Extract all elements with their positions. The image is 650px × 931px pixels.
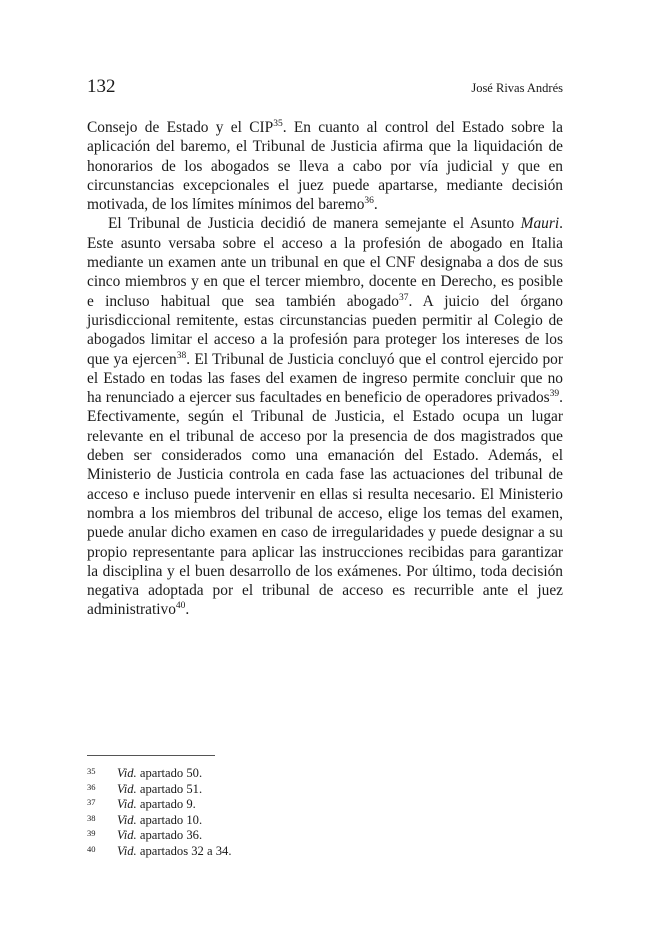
text-span: . A juicio del órgano jurisdiccional remitente, estas circunstancias pueden permitir al Colegio de abogados limitar el acceso a la profesión para proteger los intereses de los que ya ejercen: [87, 292, 563, 368]
footnote-ref-37[interactable]: 37: [398, 292, 409, 303]
footnote-body: apartados 32 a 34.: [136, 843, 232, 858]
footnote: [87, 844, 231, 860]
footnote-text: [117, 828, 202, 844]
footnote-body: apartado 36.: [136, 828, 203, 842]
text-span: . Este asunto versaba sobre el acceso a la profesión de abogado en Italia mediante un examen ante un tribunal en que el CNF designaba a dos de sus cinco miembros y en que el tercer miembro, docente en Derecho, es posible e incluso habitual que sea también abogado: [87, 215, 563, 310]
footnote-number: 39: [87, 828, 96, 838]
text-span: .: [185, 601, 190, 619]
paragraph-1: [87, 118, 563, 214]
footnote-ref-38[interactable]: 38: [176, 350, 187, 361]
footnote-vid: Vid.: [117, 766, 137, 780]
footnote-number: 40: [87, 843, 96, 854]
footnote-text: [117, 797, 196, 813]
footnote-number: 35: [87, 766, 96, 776]
text-span: El Tribunal de Justicia decidió de manera semejante el Asunto: [108, 215, 521, 233]
footnote-vid: Vid.: [117, 781, 137, 796]
text-span: . Efectivamente, según el Tribunal de Justicia, el Estado ocupa un lugar relevante en el tribunal de acceso por la presencia de dos magistrados que deben ser considerados como una emanación del Estado. Además, el Ministerio de Justicia controla en cada fase las actuaciones del tribunal de acceso e incluso puede intervenir en ellas si resulta necesario. El Ministerio nombra a los miembros del tribunal de acceso, elige los temas del examen, puede anular dicho examen en caso de irregularidades y puede designar a su propio representante para aplicar las instrucciones recibidas para garantizar la disciplina y el buen desarrollo de los exámenes. Por último, toda decisión negativa adoptada por el tribunal de acceso es recurrible ante el juez administrativo: [87, 389, 563, 619]
text-span: . El Tribunal de Justicia concluyó que el control ejercido por el Estado en todas las fases del examen de ingreso permite concluir que no ha renunciado a ejercer sus facultades en beneficio de operadores privados: [87, 350, 563, 407]
footnote-divider: [87, 755, 215, 756]
footnote-text: [117, 766, 202, 782]
running-head-author: José Rivas Andrés: [471, 81, 563, 95]
footnote-number: 37: [87, 797, 96, 807]
footnote-text: [117, 813, 202, 829]
footnote-text: [117, 782, 202, 798]
body-text: [87, 118, 563, 620]
page-header: [87, 76, 563, 102]
paragraph-2: [87, 214, 563, 619]
footnote-vid: Vid.: [117, 797, 137, 811]
footnote-ref-39[interactable]: 39: [549, 389, 560, 400]
footnote-body: apartado 9.: [136, 797, 196, 811]
page-number: 132: [87, 76, 116, 97]
footnote-ref-36[interactable]: 36: [364, 196, 374, 207]
footnote-body: apartado 51.: [136, 781, 203, 796]
footnote-vid: Vid.: [117, 828, 137, 842]
text-span: . En cuanto al control del Estado sobre la aplicación del baremo, el Tribunal de Justicia afirma que la liquidación de honorarios de los abogados se lleva a cabo por vía judicial y que en circunstancias excepcionales el juez puede apartarse, mediante decisión motivada, de los límites mínimos del baremo: [87, 119, 563, 214]
text-span: .: [373, 196, 378, 214]
footnote-vid: Vid.: [117, 812, 137, 827]
footnote-number: 36: [87, 781, 96, 792]
text-span: Consejo de Estado y el CIP: [87, 119, 274, 136]
case-name: Mauri: [520, 215, 560, 233]
footnote-number: 38: [87, 812, 96, 823]
footnote-body: apartado 10.: [136, 812, 203, 827]
footnote-ref-35[interactable]: 35: [273, 119, 283, 129]
footnote-text: [117, 844, 231, 860]
footnote-ref-40[interactable]: 40: [175, 601, 186, 612]
footnote-body: apartado 50.: [136, 766, 203, 780]
footnote-vid: Vid.: [117, 843, 137, 858]
footnotes: [87, 766, 231, 859]
